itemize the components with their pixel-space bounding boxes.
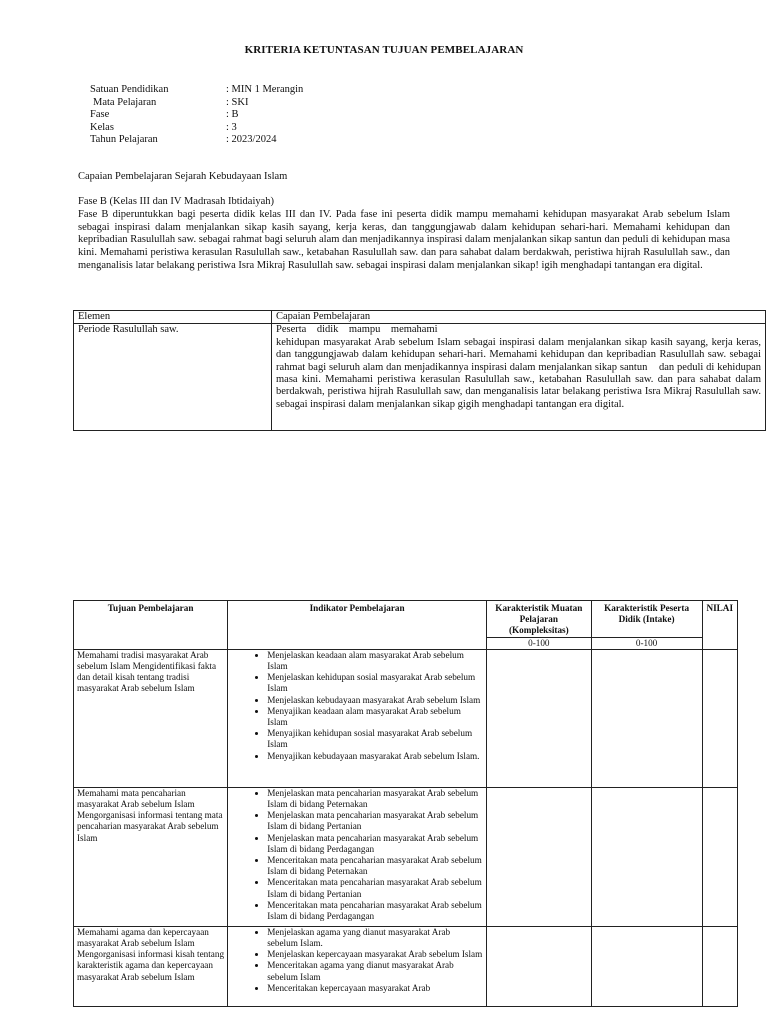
elemen-cell: Periode Rasulullah saw. [74, 324, 272, 431]
identity-label: Kelas [90, 121, 114, 133]
identity-value: : 2023/2024 [226, 134, 277, 145]
list-item: • Menjelaskan mata pencaharian masyarakat Arab sebelum Islam di bidang Pertanian [267, 810, 483, 832]
identity-value: : 3 [226, 121, 237, 133]
capaian-cell [272, 324, 766, 431]
tp-cell: Memahami mata pencaharian masyarakat Arab sebelum Islam Mengorganisasi informasi tentang mata pencaharian masyarakat Arab sebelum Islam [74, 787, 228, 926]
list-item: • Menjelaskan keadaan alam masyarakat Arab sebelum Islam [267, 650, 483, 672]
capaian-table [73, 310, 766, 431]
identity-value: : B [226, 109, 239, 120]
nilai-cell[interactable] [702, 926, 737, 1006]
capaian-first-line: Peserta didik mampu memahami [276, 324, 438, 336]
tp-cell: Memahami tradisi masyarakat Arab sebelum Islam Mengidentifikasi fakta dan detail kisah tentang tradisi masyarakat Arab sebelum Islam [74, 649, 228, 787]
list-item: • Menceritakan mata pencaharian masyarakat Arab sebelum Islam di bidang Pertanian [267, 877, 483, 899]
document-title: KRITERIA KETUNTASAN TUJUAN PEMBELAJARAN [244, 44, 524, 56]
identity-label: Mata Pelajaran [93, 96, 157, 108]
list-item: • Menjelaskan mata pencaharian masyarakat Arab sebelum Islam di bidang Perdagangan [267, 833, 483, 855]
indikator-cell [228, 926, 487, 1006]
list-item: • Menceritakan mata pencaharian masyarakat Arab sebelum Islam di bidang Peternakan [267, 855, 483, 877]
header-tujuan: Tujuan Pembelajaran [74, 601, 228, 650]
intake-cell[interactable] [591, 926, 702, 1006]
list-item: • Menjelaskan kebudayaan masyarakat Arab sebelum Islam [267, 695, 483, 706]
fase-heading: Fase B (Kelas III dan IV Madrasah Ibtidaiyah) [78, 196, 275, 207]
cp-heading: Capaian Pembelajaran Sejarah Kebudayaan Islam [78, 171, 288, 182]
indikator-cell [228, 787, 487, 926]
list-item: • Menjelaskan mata pencaharian masyarakat Arab sebelum Islam di bidang Peternakan [267, 788, 483, 810]
range-intake: 0-100 [591, 637, 702, 649]
header-intake: Karakteristik Peserta Didik (Intake) [591, 601, 702, 638]
identity-row [90, 134, 303, 147]
list-item: • Menceritakan mata pencaharian masyarakat Arab sebelum Islam di bidang Perdagangan [267, 900, 483, 922]
table-row [74, 649, 738, 787]
header-elemen: Elemen [74, 311, 272, 324]
intake-cell[interactable] [591, 787, 702, 926]
fase-description: Fase B diperuntukkan bagi peserta didik kelas III dan IV. Pada fase ini peserta didik mampu memahami kehidupan masyarakat Arab sebelum Islam sebagai inspirasi dalam menjalankan sikap kasih sayang, kerja keras, dan tanggungjawab dalam kehidupan sehari-hari. Memahami kehidupan dan kepribadian Rasulullah saw. sebagai rahmat bagi seluruh alam dan menjadikannya inspirasi dalam menjalankan sikap santun dan peduli di kehidupan masa kini. Memahami peristiwa kerasulan Rasulullah saw., ketabahan Rasulullah saw. dan para sahabat dalam berdakwah, peristiwa hijrah Rasulullah saw., dan menganalisis latar belakang peristiwa Isra Mikraj Rasulullah saw. sebagai inspirasi dalam menjalankan sikap! igih menghadapi tantangan era digital. [78, 209, 730, 271]
tujuan-pembelajaran-table [73, 600, 738, 1007]
identity-label: Satuan Pendidikan [90, 84, 169, 95]
header-capaian: Capaian Pembelajaran [272, 311, 766, 324]
list-item: • Menyajikan kebudayaan masyarakat Arab sebelum Islam. [267, 751, 483, 762]
capaian-header-row [74, 311, 766, 324]
list-item: • Menyajikan keadaan alam masyarakat Arab sebelum Islam [267, 706, 483, 728]
list-item: • Menceritakan agama yang dianut masyarakat Arab sebelum Islam [267, 960, 483, 982]
kompleksitas-cell[interactable] [487, 649, 592, 787]
header-nilai: NILAI [702, 601, 737, 650]
table-row [74, 787, 738, 926]
indikator-cell [228, 649, 487, 787]
range-kompleksitas: 0-100 [487, 637, 592, 649]
header-indikator: Indikator Pembelajaran [228, 601, 487, 650]
kompleksitas-cell[interactable] [487, 926, 592, 1006]
identity-row [90, 84, 303, 97]
tp-header-row [74, 601, 738, 638]
intake-cell[interactable] [591, 649, 702, 787]
indikator-list [231, 927, 483, 994]
identity-table [90, 84, 303, 147]
identity-value: : MIN 1 Merangin [226, 84, 304, 95]
identity-row [90, 109, 303, 122]
list-item: • Menjelaskan agama yang dianut masyarakat Arab sebelum Islam. [267, 927, 483, 949]
header-kompleksitas: Karakteristik Muatan Pelajaran (Kompleksitas) [487, 601, 592, 638]
indikator-list [231, 788, 483, 922]
capaian-row [74, 324, 766, 431]
list-item: • Menjelaskan kehidupan sosial masyarakat Arab sebelum Islam [267, 672, 483, 694]
nilai-cell[interactable] [702, 649, 737, 787]
tp-cell: Memahami agama dan kepercayaan masyarakat Arab sebelum Islam Mengorganisasi informasi kisah tentang karakteristik agama dan kepercayaan masyarakat Arab sebelum Islam [74, 926, 228, 1006]
list-item: • Menyajikan kehidupan sosial masyarakat Arab sebelum Islam [267, 728, 483, 750]
identity-value: : SKI [226, 96, 249, 108]
identity-row [90, 122, 303, 135]
identity-row [90, 97, 303, 110]
indikator-list [231, 650, 483, 762]
kompleksitas-cell[interactable] [487, 787, 592, 926]
identity-label: Tahun Pelajaran [90, 134, 158, 145]
capaian-body: kehidupan masyarakat Arab sebelum Islam sebagai inspirasi dalam menjalankan sikap kasih sayang, kerja keras, dan tanggungjawab dalam kehidupan sehari-hari. Memahami kehidupan dan kepribadian Rasulullah saw. sebagai rahmat bagi seluruh alam dan menjadikannya inspirasi dalam menjalankan sikap santun dan peduli di kehidupan masa kini. Memahami peristiwa kerasulan Rasulullah saw., ketabahan Rasulullah saw. dan para sahabat dalam berdakwah, peristiwa hijrah Rasulullah saw, dan menganalisis latar belakang peristiwa Isra Mikraj Rasulullah saw. sebagai inspirasi dalam menjalankan sikap gigih menghadapi tantangan era digital. [276, 336, 764, 410]
list-item: • Menceritakan kepercayaan masyarakat Arab [267, 983, 483, 994]
identity-label: Fase [90, 109, 110, 120]
list-item: • Menjelaskan kepercayaan masyarakat Arab sebelum Islam [267, 949, 483, 960]
nilai-cell[interactable] [702, 787, 737, 926]
table-row [74, 926, 738, 1006]
